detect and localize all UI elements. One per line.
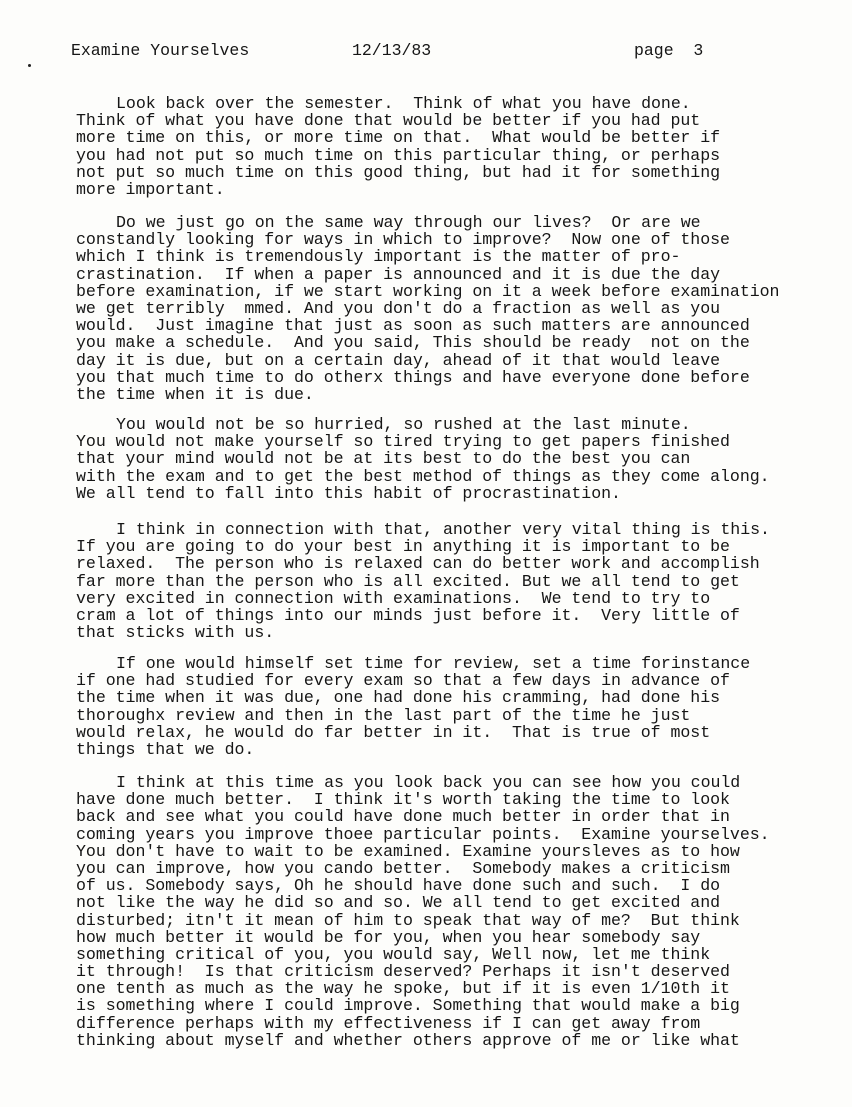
text-line: with the exam and to get the best method of things as they come along. xyxy=(76,466,770,486)
text-line: very excited in connection with examinations. We tend to try to xyxy=(76,588,711,608)
text-line: not like the way he did so and so. We all tend to get excited and xyxy=(76,893,721,913)
text-line: Do we just go on the same way through our lives? Or are we xyxy=(116,213,701,232)
text-line: we get terribly mmed. And you don't do a fraction as well as you xyxy=(76,298,721,318)
text-line: not put so much time on this good thing, but had it for something xyxy=(76,162,721,182)
text-line: I think in connection with that, another very vital thing is this. xyxy=(116,520,770,539)
text-line: You would not make yourself so tired trying to get papers finished xyxy=(76,432,730,452)
text-line: would. Just imagine that just as soon as such matters are announced xyxy=(76,316,750,336)
text-line: that sticks with us. xyxy=(76,623,275,643)
text-line: things that we do. xyxy=(76,739,255,759)
text-line: is something where I could improve. Something that would make a big xyxy=(76,996,740,1016)
text-line: which I think is tremendously important is the matter of pro- xyxy=(76,247,681,267)
scan-speck xyxy=(28,64,31,67)
text-line: You don't have to wait to be examined. Examine yoursleves as to how xyxy=(76,841,740,861)
text-line: more time on this, or more time on that. What would be better if xyxy=(76,128,721,148)
text-line: disturbed; itn't it mean of him to speak that way of me? But think xyxy=(76,910,740,930)
text-line: far more than the person who is all excited. But we all tend to get xyxy=(76,571,740,591)
document-title: Examine Yourselves xyxy=(71,41,250,60)
paragraph xyxy=(76,655,750,758)
text-line: If one would himself set time for review, set a time forinstance xyxy=(116,654,751,673)
text-line: have done much better. I think it's worth taking the time to look xyxy=(76,790,730,810)
text-line: cram a lot of things into our minds just before it. Very little of xyxy=(76,605,740,625)
text-line: day it is due, but on a certain day, ahead of it that would leave xyxy=(76,350,721,370)
text-line: something critical of you, you would say, Well now, let me think xyxy=(76,944,711,964)
text-line: if one had studied for every exam so that a few days in advance of xyxy=(76,671,730,691)
text-line: the time when it was due, one had done his cramming, had done his xyxy=(76,688,721,708)
text-line: the time when it is due. xyxy=(76,384,314,404)
text-line: relaxed. The person who is relaxed can do better work and accomplish xyxy=(76,554,760,574)
text-line: you can improve, how you cando better. Somebody makes a criticism xyxy=(76,858,730,878)
text-line: of us. Somebody says, Oh he should have done such and such. I do xyxy=(76,876,721,896)
paragraph xyxy=(76,95,720,198)
page-number: page 3 xyxy=(634,41,704,60)
text-line: thinking about myself and whether others approve of me or like what xyxy=(76,1030,740,1050)
text-line: before examination, if we start working on it a week before examination xyxy=(76,281,780,301)
text-line: We all tend to fall into this habit of procrastination. xyxy=(76,483,621,503)
paragraph xyxy=(76,416,770,502)
text-line: you had not put so much time on this particular thing, or perhaps xyxy=(76,145,721,165)
text-line: would relax, he would do far better in it. That is true of most xyxy=(76,722,711,742)
text-line: back and see what you could have done much better in order that in xyxy=(76,807,730,827)
text-line: how much better it would be for you, when you hear somebody say xyxy=(76,927,701,947)
text-line: you that much time to do otherx things and have everyone done before xyxy=(76,367,750,387)
paragraph xyxy=(76,774,770,1049)
text-line: Look back over the semester. Think of what you have done. xyxy=(116,94,691,113)
paragraph xyxy=(76,521,770,641)
paragraph xyxy=(76,214,779,403)
text-line: I think at this time as you look back you can see how you could xyxy=(116,773,741,792)
text-line: If you are going to do your best in anything it is important to be xyxy=(76,537,730,557)
text-line: constandly looking for ways in which to improve? Now one of those xyxy=(76,230,730,250)
text-line: it through! Is that criticism deserved? Perhaps it isn't deserved xyxy=(76,962,730,982)
text-line: crastination. If when a paper is announced and it is due the day xyxy=(76,264,721,284)
text-line: You would not be so hurried, so rushed at the last minute. xyxy=(116,415,691,434)
text-line: coming years you improve thoee particular points. Examine yourselves. xyxy=(76,824,770,844)
text-line: difference perhaps with my effectiveness if I can get away from xyxy=(76,1013,701,1033)
text-line: more important. xyxy=(76,179,225,199)
text-line: one tenth as much as the way he spoke, but if it is even 1/10th it xyxy=(76,979,730,999)
document-date: 12/13/83 xyxy=(352,41,432,60)
text-line: Think of what you have done that would be better if you had put xyxy=(76,111,701,131)
text-line: you make a schedule. And you said, This should be ready not on the xyxy=(76,333,750,353)
text-line: that your mind would not be at its best to do the best you can xyxy=(76,449,691,469)
text-line: thoroughx review and then in the last part of the time he just xyxy=(76,705,691,725)
